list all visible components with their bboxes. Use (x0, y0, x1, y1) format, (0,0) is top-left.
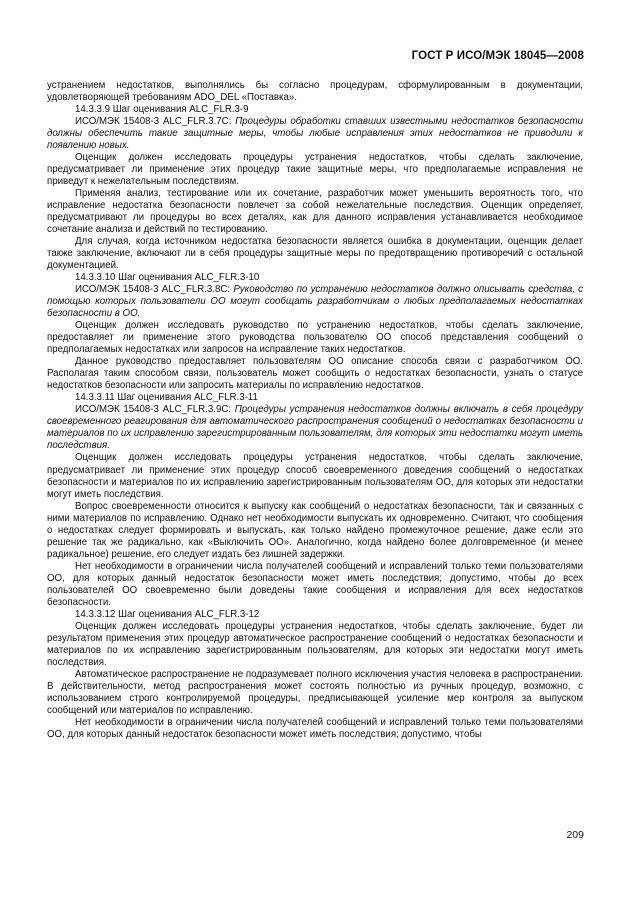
requirement-text: Процедуры устранения недостатков должны включать в себя процедуру своевременного реагирования для автоматического распространения сообщений о недостатках безопасности и материалов по их исправлению зарегистрированным пользователям, для которых эти недостатки могут иметь последствия. (47, 404, 583, 452)
paragraph-text: Оценщик должен исследовать процедуры устранения недостатков, чтобы сделать заключение, предусматривает ли применение этих процедур такие защитные меры, что предполагаемые исправления не приведут к нежелательным последствиям. (47, 152, 583, 188)
paragraph-13 (47, 501, 583, 561)
section-heading-14-3-3-10 (47, 272, 583, 284)
requirement-ref: ИСО/МЭК 15408-3 ALC_FLR.3.7C: (75, 116, 236, 128)
section-heading-14-3-3-9 (47, 104, 583, 116)
paragraph-text: Применяя анализ, тестирование или их сочетание, разработчик может уменьшить вероятность того, что исправление недостатка безопасности повлечет за собой нежелательные последствия. Оценщик определяет, предусматривают ли процедуры во всех деталях, как для данного исправления устанавливается необходимое сочетание анализа и действий по тестированию. (47, 188, 583, 236)
section-heading-14-3-3-12 (47, 609, 583, 621)
paragraph-text: Нет необходимости в ограничении числа получателей сообщений и исправлений только теми пользователями ОО, для которых данный недостаток безопасности может иметь последствия; допустимо, чтобы до всех пользователей ОО своевременно были доведены такие сообщения и исправления для всех недостатков безопасности. (47, 560, 583, 608)
paragraph-text: Оценщик должен исследовать руководство по устранению недостатков, чтобы сделать заключение, предоставляет ли применение этого руководства пользователю ОО способ представления сообщений о предполагаемых недостатках или запросов на исправление таких недостатков. (47, 320, 583, 356)
heading-text: 14.3.3.11 Шаг оценивания ALC_FLR.3-11 (75, 392, 258, 404)
section-heading-14-3-3-11 (47, 392, 583, 404)
paragraph-text: Данное руководство предоставляет пользователям ОО описание способа связи с разработчиком ОО. Располагая таким способом связи, пользователь может сообщить о недостатках безопасности, узнать о статусе недостатков безопасности или запросить материалы по исправлению недостатков. (47, 356, 583, 392)
document-body (47, 80, 583, 741)
heading-text: 14.3.3.9 Шаг оценивания ALC_FLR.3-9 (75, 104, 249, 116)
standard-header-title: ГОСТ Р ИСО/МЭК 18045—2008 (411, 50, 584, 62)
paragraph-text: устранением недостатков, выполнялись бы согласно процедурам, сформулированным в документации, удовлетворяющей требованиям ADO_DEL «Поставка». (47, 80, 583, 104)
paragraph-text: Автоматическое распространение не подразумевает полного исключения участия человека в распространении. В действительности, метод распространения может состоять полностью из ручных процедур, возможно, с использованием строго контролируемой процедуры, предписывающей усиление мер контроля за выпуском сообщений или материалов по исправлению. (47, 668, 583, 716)
paragraph-5 (47, 236, 583, 272)
heading-text: 14.3.3.12 Шаг оценивания ALC_FLR.3-12 (75, 608, 260, 620)
paragraph-17 (47, 669, 583, 717)
paragraph-text: Оценщик должен исследовать процедуры устранения недостатков, чтобы сделать заключение, будет ли результатом применения этих процедур автоматическое распространение сообщений о недостатках безопасности и материалов по их исправлению зарегистрированным пользователям, для которых эти недостатки могут иметь последствия. (47, 620, 583, 668)
paragraph-12 (47, 452, 583, 500)
requirement-alc-flr-3-9c (47, 404, 583, 452)
paragraph-9 (47, 356, 583, 392)
requirement-ref: ИСО/МЭК 15408-3 ALC_FLR.3.9C: (75, 404, 235, 416)
paragraph-14 (47, 561, 583, 609)
requirement-alc-flr-3-8c (47, 284, 583, 320)
page-number: 209 (566, 829, 584, 841)
requirement-ref: ИСО/МЭК 15408-3 ALC_FLR.3.8C: (75, 284, 234, 296)
paragraph-4 (47, 188, 583, 236)
paragraph-16 (47, 621, 583, 669)
paragraph-18 (47, 717, 583, 741)
paragraph-text: Для случая, когда источником недостатка безопасности является ошибка в документации, оценщик делает также заключение, включают ли в себя процедуры защитные меры по предотвращению противоречий с остальной документацией. (47, 236, 583, 272)
paragraph-8 (47, 320, 583, 356)
paragraph-text: Нет необходимости в ограничении числа получателей сообщений и исправлений только теми пользователями ОО, для которых данный недостаток безопасности может иметь последствия; допустимо, чтобы (47, 716, 583, 740)
heading-text: 14.3.3.10 Шаг оценивания ALC_FLR.3-10 (75, 272, 260, 284)
paragraph-text: Оценщик должен исследовать процедуры устранения недостатков, чтобы сделать заключение, предусматривает ли применение этих процедур способ своевременного доведения сообщений о недостатках безопасности и материалов по их исправлению зарегистрированным пользователям ОО, для которых эти недостатки могут иметь последствия. (47, 452, 583, 500)
paragraph-3 (47, 152, 583, 188)
requirement-alc-flr-3-7c (47, 116, 583, 152)
paragraph-0 (47, 80, 583, 104)
paragraph-text: Вопрос своевременности относится к выпуску как сообщений о недостатках безопасности, так и связанных с ними материалов по исправлению. Однако нет необходимости выпускать их одновременно. Считают, что сообщения о недостатках следует формировать и выпускать, как только найдено промежуточное решение, даже если это решение так же радикально, как «Выключить ОО». Аналогично, когда найдено более долговременное (и менее радикальное) решение, его следует издать без лишней задержки. (47, 500, 583, 560)
requirement-text: Руководство по устранению недостатков должно описывать средства, с помощью которых пользователи ОО могут сообщать разработчикам о любых предполагаемых недостатках безопасности в ОО. (47, 284, 584, 320)
requirement-text: Процедуры обработки ставших известными недостатков безопасности должны обеспечить такие защитные меры, чтобы любые исправления этих недостатков не приводили к появлению новых. (47, 116, 584, 152)
